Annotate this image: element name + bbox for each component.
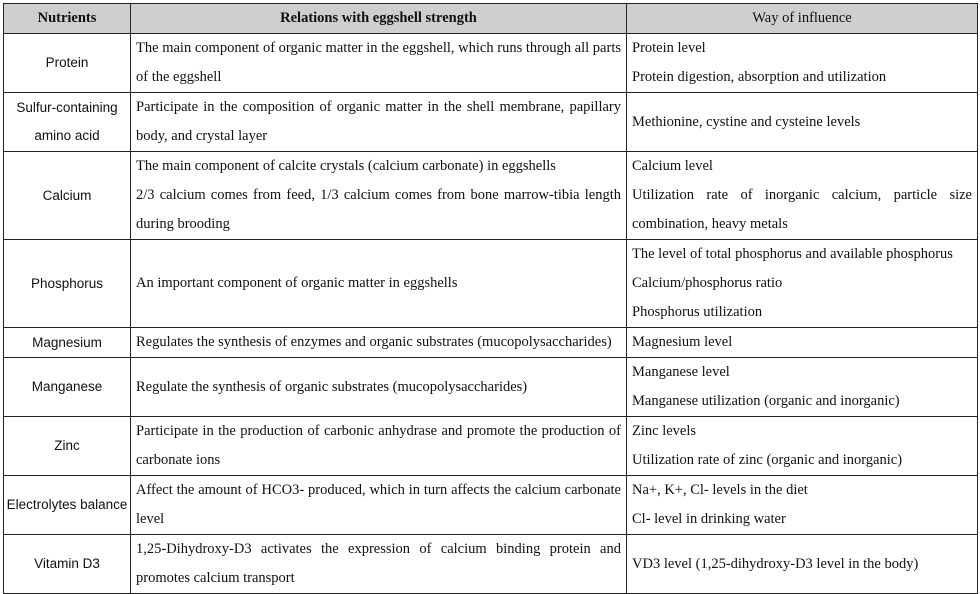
- influence-cell: [627, 417, 978, 476]
- relations-line: The main component of calcite crystals (calcium carbonate) in eggshells: [136, 158, 556, 174]
- header-row: [4, 4, 978, 34]
- table-row: [4, 358, 978, 417]
- influence-line: Protein level: [632, 40, 706, 56]
- relations-line: An important component of organic matter in eggshells: [136, 275, 458, 291]
- relations-cell: [131, 93, 627, 152]
- relations-line: Participate in the composition of organic matter in the shell membrane, papillary body, and crystal layer: [136, 99, 621, 144]
- relations-cell: [131, 152, 627, 240]
- influence-line: Zinc levels: [632, 423, 697, 439]
- influence-line: Calcium level: [632, 158, 713, 174]
- nutrient-cell: Sulfur-containing amino acid: [4, 93, 131, 152]
- table-row: [4, 93, 978, 152]
- relations-line: Regulates the synthesis of enzymes and organic substrates (mucopolysaccharides): [136, 334, 612, 350]
- influence-line: Methionine, cystine and cysteine levels: [632, 113, 861, 130]
- influence-cell: [627, 535, 978, 594]
- influence-line: The level of total phosphorus and available phosphorus: [632, 246, 953, 262]
- nutrient-cell: Calcium: [4, 152, 131, 240]
- relations-line: Participate in the production of carbonic anhydrase and promote the production of carbonate ions: [136, 423, 621, 468]
- table-row: [4, 476, 978, 535]
- relations-cell: [131, 476, 627, 535]
- influence-line: Manganese level: [632, 364, 730, 380]
- relations-cell: [131, 240, 627, 328]
- nutrient-cell: Protein: [4, 34, 131, 93]
- influence-line: VD3 level (1,25-dihydroxy-D3 level in the body): [632, 555, 919, 572]
- nutrient-cell: Phosphorus: [4, 240, 131, 328]
- nutrient-cell: Magnesium: [4, 328, 131, 358]
- relations-line: Regulate the synthesis of organic substrates (mucopolysaccharides): [136, 378, 528, 395]
- table-row: [4, 34, 978, 93]
- relations-cell: [131, 417, 627, 476]
- influence-line: Magnesium level: [632, 334, 733, 350]
- influence-cell: [627, 476, 978, 535]
- table-row: [4, 417, 978, 476]
- nutrient-cell: Electrolytes balance: [4, 476, 131, 535]
- relations-line: The main component of organic matter in the eggshell, which runs through all parts of the eggshell: [136, 40, 621, 85]
- influence-line: Phosphorus utilization: [632, 304, 763, 320]
- header-influence: Way of influence: [627, 4, 978, 34]
- nutrient-cell: Zinc: [4, 417, 131, 476]
- influence-cell: [627, 34, 978, 93]
- influence-line: Cl- level in drinking water: [632, 511, 786, 527]
- table-row: [4, 328, 978, 358]
- influence-line: Utilization rate of inorganic calcium, particle size combination, heavy metals: [632, 187, 972, 232]
- relations-line: Affect the amount of HCO3- produced, which in turn affects the calcium carbonate level: [136, 482, 621, 527]
- influence-cell: [627, 93, 978, 152]
- relations-line: 1,25-Dihydroxy-D3 activates the expression of calcium binding protein and promotes calcium transport: [136, 541, 621, 586]
- influence-line: Protein digestion, absorption and utilization: [632, 69, 887, 85]
- nutrient-cell: Manganese: [4, 358, 131, 417]
- influence-cell: [627, 240, 978, 328]
- influence-cell: [627, 358, 978, 417]
- table-row: [4, 535, 978, 594]
- nutrient-cell: Vitamin D3: [4, 535, 131, 594]
- influence-line: Calcium/phosphorus ratio: [632, 275, 783, 291]
- relations-cell: [131, 328, 627, 358]
- influence-cell: [627, 328, 978, 358]
- influence-line: Na+, K+, Cl- levels in the diet: [632, 482, 808, 498]
- table-row: [4, 240, 978, 328]
- header-nutrients: Nutrients: [4, 4, 131, 34]
- relations-cell: [131, 358, 627, 417]
- relations-cell: [131, 34, 627, 93]
- nutrients-table: [3, 3, 978, 594]
- influence-line: Manganese utilization (organic and inorganic): [632, 393, 900, 409]
- influence-line: Utilization rate of zinc (organic and inorganic): [632, 452, 903, 468]
- influence-cell: [627, 152, 978, 240]
- relations-line: 2/3 calcium comes from feed, 1/3 calcium comes from bone marrow-tibia length during brooding: [136, 187, 621, 232]
- table-row: [4, 152, 978, 240]
- relations-cell: [131, 535, 627, 594]
- header-relations: Relations with eggshell strength: [131, 4, 627, 34]
